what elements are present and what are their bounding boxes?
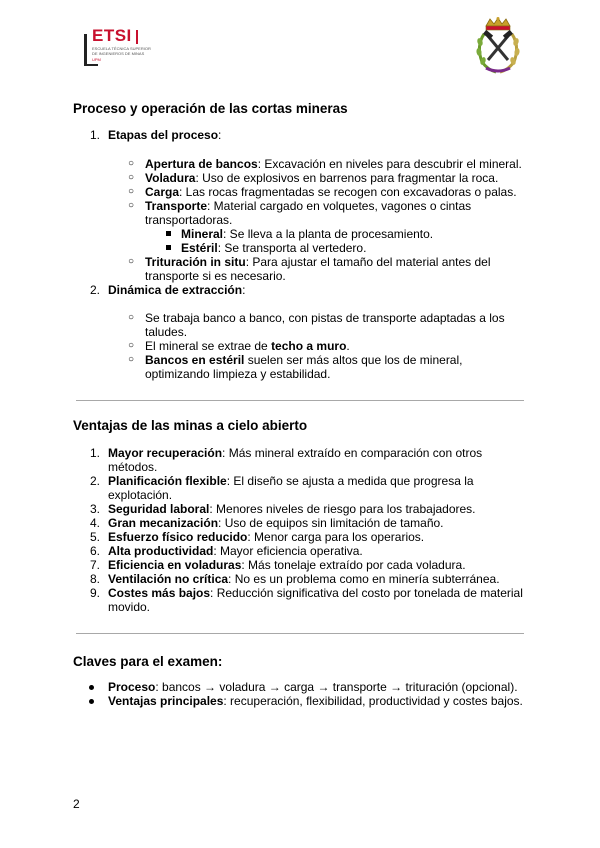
bold-term: Proceso — [108, 680, 156, 694]
logo-bracket — [84, 34, 87, 66]
bold-term: Mayor recuperación — [108, 446, 223, 460]
bold-term: Esfuerzo físico reducido — [108, 530, 248, 544]
item-text: : Uso de explosivos en barrenos para fragmentar la roca. — [195, 171, 499, 185]
ventaja-item — [108, 558, 466, 572]
list-item — [145, 157, 522, 171]
list-item-continuation: explotación. — [108, 488, 173, 502]
logo-subtitle-2: DE INGENIEROS DE MINAS — [92, 51, 145, 56]
list-item-continuation: movido. — [108, 600, 151, 614]
bold-term: Eficiencia en voladuras — [108, 558, 242, 572]
bold-term: Planificación flexible — [108, 474, 227, 488]
bold-term: Etapas del proceso — [108, 128, 219, 142]
section-title-claves: Claves para el examen: — [73, 654, 223, 669]
item-text: : Reducción significativa del costo por tonelada de material — [210, 586, 523, 600]
list-item — [145, 185, 517, 199]
section-title-ventajas: Ventajas de las minas a cielo abierto — [73, 418, 308, 433]
list-item — [108, 694, 523, 708]
item-text: . — [346, 339, 350, 353]
item-text: : Más mineral extraído en comparación con otros — [222, 446, 483, 460]
bold-term: Estéril — [181, 241, 218, 255]
list-item — [145, 339, 350, 353]
list-number: 2. — [89, 474, 100, 488]
bold-term: Bancos en estéril — [145, 353, 245, 367]
item-text: : Más tonelaje extraído por cada voladura. — [241, 558, 466, 572]
item-text: : Excavación en niveles para descubrir el mineral. — [257, 157, 522, 171]
hollow-bullet-icon: ○ — [128, 172, 135, 183]
ventaja-item — [108, 446, 482, 460]
item-text: : Se lleva a la planta de procesamiento. — [223, 227, 434, 241]
list-number: 8. — [89, 572, 100, 586]
list-item — [181, 241, 366, 255]
list-item-dinamica — [108, 283, 245, 297]
ventaja-item — [108, 502, 476, 516]
list-item: Se trabaja banco a banco, con pistas de transporte adaptadas a los — [145, 311, 505, 325]
bold-term: Gran mecanización — [108, 516, 219, 530]
logo-word: ETSI — [92, 26, 132, 45]
divider — [76, 633, 524, 634]
etsi-logo — [84, 26, 151, 68]
bold-term: Trituración in situ — [145, 255, 246, 269]
list-number: 7. — [89, 558, 100, 572]
list-item-continuation: métodos. — [108, 460, 158, 474]
list-item — [145, 255, 491, 269]
logo-subtitle-1: ESCUELA TÉCNICA SUPERIOR — [92, 46, 151, 51]
item-text: : — [218, 128, 222, 142]
item-text: : Material cargado en volquetes, vagones o cintas — [207, 199, 472, 213]
bold-term: Seguridad laboral — [108, 502, 210, 516]
list-item-etapas — [108, 128, 221, 142]
ventaja-item — [108, 516, 444, 530]
dot-bullet-icon — [89, 685, 94, 690]
item-text: : bancos → voladura → carga → transporte → trituración (opcional). — [155, 680, 518, 694]
list-item-continuation: transportadoras. — [145, 213, 233, 227]
item-text: : No es un problema como en minería subterránea. — [228, 572, 500, 586]
list-number: 1. — [89, 446, 100, 460]
hollow-bullet-icon: ○ — [128, 200, 135, 211]
square-bullet-icon — [166, 245, 171, 250]
item-text: : recuperación, flexibilidad, productividad y costes bajos. — [223, 694, 523, 708]
item-text: : Se transporta al vertedero. — [217, 241, 367, 255]
hollow-bullet-icon: ○ — [128, 354, 135, 365]
list-number: 6. — [89, 544, 100, 558]
bold-term: techo a muro — [271, 339, 347, 353]
list-item — [145, 171, 498, 185]
list-item — [181, 227, 433, 241]
logo-bracket-bottom — [84, 64, 98, 66]
item-text: : Menores niveles de riesgo para los trabajadores. — [209, 502, 476, 516]
item-text: : — [242, 283, 246, 297]
bold-term: Carga — [145, 185, 180, 199]
mining-crest-icon — [472, 16, 524, 76]
list-item — [145, 353, 462, 367]
item-text: : El diseño se ajusta a medida que progresa la — [226, 474, 474, 488]
square-bullet-icon — [166, 231, 171, 236]
bold-term: Ventajas principales — [108, 694, 224, 708]
dot-bullet-icon — [89, 699, 94, 704]
page-number: 2 — [73, 797, 80, 811]
list-item-continuation: taludes. — [145, 325, 188, 339]
list-number: 4. — [89, 516, 100, 530]
item-text: : Para ajustar el tamaño del material antes del — [245, 255, 491, 269]
item-text: : Mayor eficiencia operativa. — [213, 544, 363, 558]
list-item — [108, 680, 518, 694]
ventaja-item — [108, 530, 424, 544]
section-title-proceso: Proceso y operación de las cortas mineras — [73, 101, 348, 116]
bold-term: Voladura — [145, 171, 196, 185]
list-number: 1. — [89, 128, 100, 142]
ventaja-item — [108, 544, 363, 558]
bold-term: Alta productividad — [108, 544, 214, 558]
list-number: 5. — [89, 530, 100, 544]
bold-term: Apertura de bancos — [145, 157, 258, 171]
divider — [76, 400, 524, 401]
list-number: 2. — [89, 283, 100, 297]
ventaja-item — [108, 586, 523, 600]
hollow-bullet-icon: ○ — [128, 158, 135, 169]
bold-term: Transporte — [145, 199, 208, 213]
logo-subtitle-3: UPM — [92, 57, 101, 62]
hollow-bullet-icon: ○ — [128, 256, 135, 267]
ventaja-item — [108, 572, 500, 586]
list-number: 3. — [89, 502, 100, 516]
item-text: suelen ser más altos que los de mineral, — [244, 353, 463, 367]
item-text: El mineral se extrae de — [145, 339, 272, 353]
hollow-bullet-icon: ○ — [128, 186, 135, 197]
item-text: : Menor carga para los operarios. — [247, 530, 425, 544]
hollow-bullet-icon: ○ — [128, 340, 135, 351]
list-item-continuation: transporte si es necesario. — [145, 269, 286, 283]
list-item — [145, 199, 471, 213]
item-text: : Las rocas fragmentadas se recogen con excavadoras o palas. — [179, 185, 517, 199]
bold-term: Ventilación no crítica — [108, 572, 229, 586]
item-text: : Uso de equipos sin limitación de tamaño. — [218, 516, 444, 530]
ventaja-item — [108, 474, 474, 488]
bold-term: Costes más bajos — [108, 586, 211, 600]
logo-bar — [136, 30, 138, 44]
hollow-bullet-icon: ○ — [128, 312, 135, 323]
list-item-continuation: optimizando limpieza y estabilidad. — [145, 367, 331, 381]
list-number: 9. — [89, 586, 100, 600]
bold-term: Mineral — [181, 227, 224, 241]
bold-term: Dinámica de extracción — [108, 283, 243, 297]
